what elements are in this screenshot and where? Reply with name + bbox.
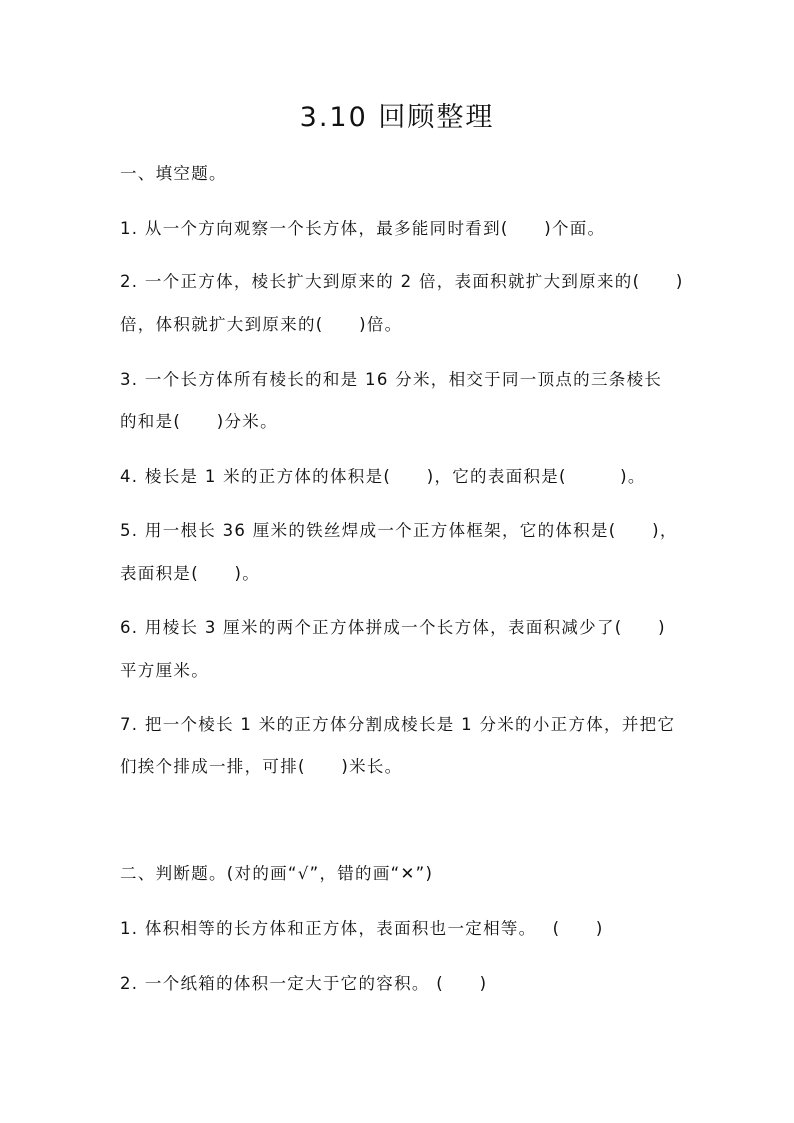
q1-3-line-a: 3. 一个长方体所有棱长的和是 16 分米，相交于同一顶点的三条棱长	[120, 370, 663, 389]
q1-2-line-a: 2. 一个正方体，棱长扩大到原来的 2 倍，表面积就扩大到原来的( )	[120, 272, 684, 291]
page-title: 3.10 回顾整理	[299, 102, 495, 133]
q1-2-line-b: 倍，体积就扩大到原来的( )倍。	[120, 315, 403, 334]
q1-3-line-b: 的和是( )分米。	[120, 412, 278, 431]
q1-6-line-a: 6. 用棱长 3 厘米的两个正方体拼成一个长方体，表面积减少了( )	[120, 618, 666, 637]
q1-5-line-a: 5. 用一根长 36 厘米的铁丝焊成一个正方体框架，它的体积是( )，	[120, 521, 678, 540]
q1-4-line: 4. 棱长是 1 米的正方体的体积是( )，它的表面积是( )。	[120, 467, 646, 486]
q1-7-line-a: 7. 把一个棱长 1 米的正方体分割成棱长是 1 分米的小正方体，并把它	[120, 715, 676, 734]
q1-6-line-b: 平方厘米。	[120, 661, 209, 680]
q1-7-line-b: 们挨个排成一排，可排( )米长。	[120, 757, 403, 776]
q2-2-line: 2. 一个纸箱的体积一定大于它的容积。 ( )	[120, 974, 488, 993]
q2-1-line: 1. 体积相等的长方体和正方体，表面积也一定相等。 ( )	[120, 919, 604, 938]
section1-heading: 一、填空题。	[120, 164, 227, 183]
q1-1-line: 1. 从一个方向观察一个长方体，最多能同时看到( )个面。	[120, 219, 606, 238]
q1-5-line-b: 表面积是( )。	[120, 564, 261, 583]
section2-heading: 二、判断题。(对的画“√”，错的画“✕”)	[120, 864, 434, 883]
